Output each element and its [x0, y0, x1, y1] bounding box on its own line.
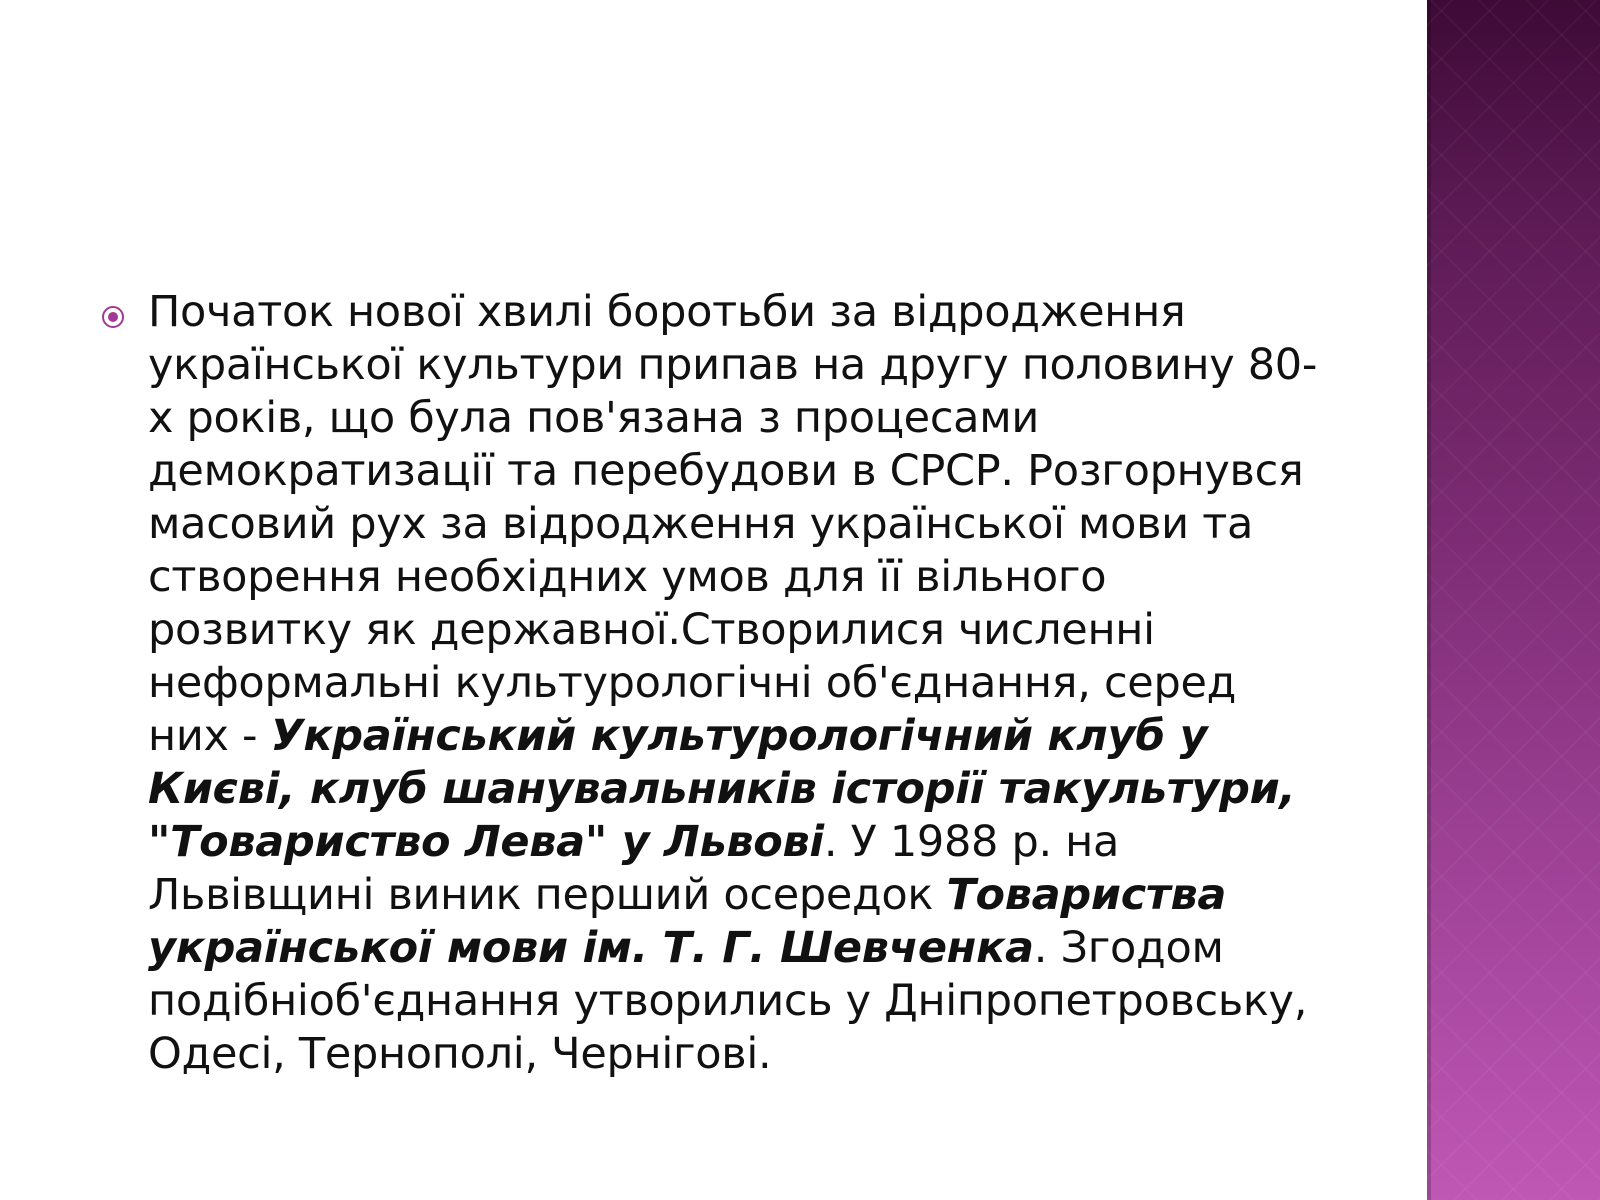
target-bullet-icon [102, 306, 124, 328]
side-band-edge [1427, 0, 1431, 1200]
diamond-pattern [1427, 0, 1600, 1200]
bullet-dot [108, 312, 118, 322]
slide-content [96, 286, 1346, 1081]
bullet-item [96, 286, 1346, 1081]
paragraph-text-part-1: Початок нової хвилі боротьби за відродження української культури припав на другу половину 80- х років, що була пов'язана з процесами демократизації та перебудови в СРСР. Розгорнувся масовий рух за відродження української мови та створення необхідних умов для її вільного розвитку як державної.Створилися численні неформальні культурологічні об'єднання, серед них - [148, 287, 1318, 761]
emphasis-ukrainian-clubs: Український культурологічний клуб у Києві, клуб шанувальників історії такультури, "Товариство Лева" у Львові [148, 711, 1296, 867]
decorative-side-band [1427, 0, 1600, 1200]
paragraph-text-part-2: . У 1988 р. на Львівщині виник перший осередок [148, 817, 1120, 920]
paragraph-text-part-3: . Згодом подібніоб'єднання утворились у Дніпропетровську, Одесі, Тернополі, Чернігові. [148, 923, 1308, 1079]
emphasis-shevchenko-society: Товариства української мови ім. Т. Г. Шевченка [148, 870, 1227, 973]
paragraph-text [148, 286, 1346, 1081]
